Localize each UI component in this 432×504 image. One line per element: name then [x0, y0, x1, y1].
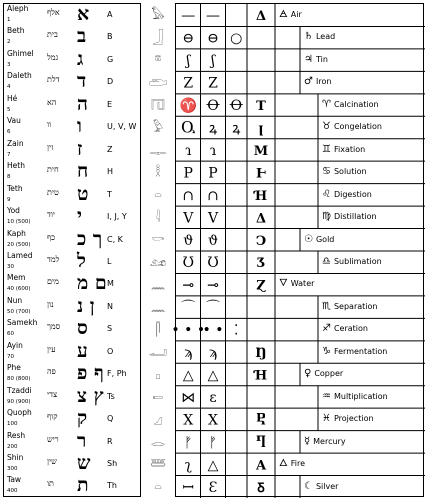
alchemical-label	[304, 31, 335, 43]
letter-value: 10 (500)	[7, 219, 31, 226]
symbol-glyph: —	[181, 8, 196, 25]
symbol-glyph: Ꝋ	[206, 98, 220, 115]
hieroglyph-icon: 𓈎	[153, 412, 163, 427]
symbol-glyph: ♈	[179, 98, 197, 115]
hebrew-letter-row	[4, 206, 140, 229]
symbol-glyph: ⁚	[234, 322, 239, 339]
alchemical-label-text: Congelation	[333, 122, 382, 132]
letter-value: 200	[7, 443, 18, 450]
latin-equivalent: Z	[107, 144, 113, 154]
hebrew-glyph: ג	[77, 47, 84, 70]
symbol-glyph: ⌒	[206, 300, 220, 317]
hebrew-glyph: ו	[77, 115, 82, 138]
alchemical-label-text: Ceration	[333, 324, 368, 334]
alchemical-label-text: Water	[290, 279, 315, 289]
alchemical-label	[304, 76, 331, 88]
hebrew-glyph: ץ צ	[77, 384, 104, 407]
letter-name: Ayin	[7, 340, 23, 350]
symbol-glyph: Ͱ	[255, 166, 267, 182]
alchemical-symbols-table	[171, 3, 424, 497]
letter-value: 9	[7, 196, 11, 203]
letter-name: Samekh	[7, 318, 38, 328]
hebrew-word: למד	[47, 254, 60, 264]
alchemical-symbol-icon: ♍	[322, 211, 331, 223]
latin-equivalent: S	[107, 324, 113, 334]
symbol-glyph: ⊖	[207, 30, 219, 47]
alchemical-label-text: Silver	[315, 481, 339, 491]
hebrew-word: כף	[47, 232, 56, 242]
letter-value: 70	[7, 353, 14, 360]
hebrew-letter-row	[4, 341, 140, 364]
symbol-glyph: ᚠ	[208, 434, 218, 451]
hieroglyph-icon: 𓊃	[149, 142, 167, 157]
hieroglyph-icon: 𓎼	[154, 53, 162, 68]
letter-name: Mem	[7, 273, 26, 283]
latin-equivalent: G	[107, 54, 114, 64]
hebrew-word: אלף	[47, 8, 60, 17]
alchemical-label	[322, 144, 365, 156]
hebrew-word: חית	[47, 165, 59, 175]
alchemical-label	[304, 481, 338, 493]
hebrew-glyph: ע	[77, 339, 88, 362]
symbol-glyph: △	[182, 367, 194, 384]
symbol-glyph: ꞁ	[258, 121, 264, 137]
hebrew-glyph: ש	[77, 452, 91, 474]
alchemical-symbol-icon: ♊	[322, 143, 331, 155]
alchemical-label-text: Fermentation	[333, 346, 388, 356]
symbol-glyph: P	[208, 165, 218, 182]
letter-value: 8	[7, 174, 11, 181]
letter-value: 40 (600)	[7, 286, 31, 293]
latin-equivalent: C, K	[107, 234, 123, 244]
symbol-glyph: ∩	[207, 187, 219, 204]
hebrew-glyph: ה	[77, 92, 88, 115]
latin-equivalent: Ts	[107, 391, 115, 401]
symbol-glyph: M	[253, 143, 269, 159]
alchemical-symbol-icon: ♋	[322, 166, 331, 178]
hebrew-glyph: ל	[77, 249, 86, 272]
symbol-glyph: Ⴄ	[255, 435, 267, 451]
letter-value: 7	[7, 151, 11, 158]
hebrew-word: זין	[47, 142, 54, 152]
letter-name: Hé	[7, 93, 18, 103]
symbol-glyph: V	[183, 210, 194, 227]
letter-value: 100	[7, 421, 18, 428]
alchemical-label	[322, 121, 382, 133]
letter-name: Taw	[7, 475, 22, 485]
letter-name: Aleph	[7, 4, 29, 13]
latin-equivalent: M	[107, 279, 114, 289]
alchemical-label	[304, 368, 343, 380]
letter-name: Zain	[7, 138, 24, 148]
alchemical-symbol-icon: ☿	[304, 435, 311, 447]
symbol-glyph: ꟷ	[182, 479, 194, 496]
alchemical-label-text: Gold	[315, 234, 335, 244]
symbol-glyph: Ɀ	[256, 278, 266, 294]
hebrew-word: טית	[47, 187, 59, 197]
alchemical-label-text: Copper	[314, 369, 344, 379]
hebrew-glyph: א	[77, 3, 90, 25]
latin-equivalent: U, V, W	[107, 122, 137, 132]
alchemical-label	[322, 256, 382, 268]
hieroglyph-icon: 𓏏	[154, 479, 162, 494]
alchemical-symbol-icon: ☉	[304, 233, 313, 245]
alchemical-symbol-icon: 🜁	[279, 9, 288, 20]
symbol-glyph: ʅ	[184, 457, 192, 474]
symbol-glyph: ∩	[182, 187, 195, 204]
latin-equivalent: D	[107, 77, 114, 87]
alchemical-label	[304, 436, 346, 448]
hebrew-glyph: ך כ	[77, 227, 103, 250]
letter-name: Yod	[7, 206, 20, 216]
hebrew-word: מים	[47, 277, 59, 287]
hebrew-letter-row	[4, 116, 140, 139]
symbol-glyph: ɿ	[209, 142, 217, 159]
hebrew-letter-row	[4, 273, 140, 296]
hieroglyph-icon: 𓎡	[151, 232, 165, 247]
hebrew-word: נון	[47, 299, 54, 309]
alchemical-label	[322, 301, 377, 313]
alchemical-symbol-icon: ♑	[322, 345, 331, 357]
symbol-glyph: Ʒ	[256, 256, 266, 272]
hebrew-word: צדי	[47, 389, 58, 399]
letter-name: Beth	[7, 26, 25, 36]
alchemical-label-text: Lead	[315, 32, 336, 42]
symbol-glyph: ⋈	[181, 389, 196, 406]
latin-equivalent: A	[107, 10, 113, 19]
letter-name: Resh	[7, 430, 26, 440]
latin-equivalent: Q	[107, 414, 114, 424]
symbol-glyph: Ɛ	[208, 479, 218, 496]
letter-value: 6	[7, 129, 11, 136]
letter-value: 400	[7, 488, 18, 495]
hebrew-word: גמל	[47, 52, 59, 62]
alchemical-symbol-icon: 🜄	[279, 278, 288, 290]
letter-value: 80 (800)	[7, 376, 31, 383]
alchemical-label	[322, 391, 388, 403]
letter-name: Lamed	[7, 250, 33, 260]
alchemical-label-text: Calcination	[333, 99, 379, 109]
symbol-glyph: Δ	[255, 9, 267, 25]
symbol-glyph: ϡ	[184, 345, 193, 362]
hebrew-word: סמך	[47, 322, 61, 332]
hebrew-letter-row	[4, 318, 140, 341]
symbol-glyph: ɛ	[209, 389, 217, 406]
latin-equivalent: L	[107, 256, 112, 266]
hebrew-glyph: ז	[77, 137, 83, 160]
alchemical-label	[279, 278, 314, 290]
letter-value: 2	[7, 39, 11, 46]
alchemical-symbol-icon: ♂	[304, 76, 313, 88]
hebrew-glyph: ט	[77, 182, 89, 205]
alchemical-label-text: Iron	[315, 77, 332, 87]
alchemical-label	[279, 458, 305, 470]
alchemical-symbol-icon: ♃	[304, 53, 313, 65]
hebrew-glyph: ס	[77, 317, 88, 340]
letter-name: Shin	[7, 453, 24, 462]
hebrew-letter-row	[4, 386, 140, 409]
alchemical-symbol-icon: ♈	[322, 98, 331, 110]
symbol-glyph: P	[183, 165, 193, 182]
symbol-glyph: ɿ	[185, 142, 192, 159]
hebrew-glyph: ף פ	[77, 362, 104, 385]
alchemical-symbol-icon: 🜂	[279, 458, 288, 470]
hebrew-letter-row	[4, 161, 140, 184]
hebrew-letter-row	[4, 408, 140, 431]
alchemical-label	[322, 413, 374, 425]
symbol-glyph: ⊸	[182, 277, 195, 294]
hebrew-glyph: ת	[77, 474, 89, 497]
hieroglyph-icon: 𓆷	[150, 457, 166, 472]
symbol-glyph: ○	[230, 30, 243, 47]
hebrew-letter-row	[4, 229, 140, 252]
latin-equivalent: B	[107, 32, 113, 42]
hebrew-alphabet-table	[3, 3, 141, 497]
letter-name: Kaph	[7, 228, 26, 238]
letter-value: 90 (900)	[7, 398, 31, 405]
letter-name: Phe	[7, 363, 21, 373]
hebrew-word: תו	[47, 479, 54, 489]
alchemical-label-text: Air	[290, 10, 302, 19]
symbol-glyph: ꝝ	[208, 120, 218, 137]
symbol-glyph: Ↄ	[255, 233, 267, 249]
alchemical-symbol-icon: ♀	[304, 368, 312, 380]
hebrew-word: יוד	[47, 210, 55, 220]
alchemical-label-text: Sublimation	[333, 257, 382, 266]
hebrew-glyph: י	[77, 205, 82, 228]
symbol-glyph: ϡ	[208, 345, 218, 362]
hebrew-word: קוף	[47, 412, 58, 422]
symbol-glyph: ꝝ	[232, 120, 241, 137]
symbol-glyph: Z	[208, 75, 218, 92]
alchemical-label-text: Multiplication	[333, 391, 388, 401]
hebrew-letter-row	[4, 4, 140, 27]
hebrew-word: וו	[47, 120, 52, 130]
hieroglyph-icon: 𓈖	[150, 300, 166, 315]
hieroglyph-icon: 𓎛	[155, 165, 161, 180]
alchemical-label	[279, 9, 302, 21]
symbol-glyph: Ʊ	[182, 255, 195, 272]
alchemical-label-text: Fire	[290, 459, 306, 469]
alchemical-label-text: Tin	[315, 54, 328, 64]
alchemical-label	[322, 166, 367, 178]
hebrew-glyph: ב	[77, 25, 87, 48]
alchemical-symbol-icon: ♒	[322, 390, 331, 402]
hebrew-letter-row	[4, 49, 140, 72]
hieroglyph-icon: 𓈖	[150, 277, 166, 292]
symbol-glyph: Ŋ	[255, 346, 267, 362]
symbol-glyph: Ʊ	[207, 255, 219, 272]
hebrew-letter-row	[4, 475, 140, 498]
alchemical-label-text: Digestion	[333, 189, 372, 199]
hebrew-letter-row	[4, 184, 140, 207]
symbol-glyph: Ɦ	[254, 188, 268, 204]
letter-value: 4	[7, 84, 11, 91]
letter-name: Quoph	[7, 408, 32, 418]
hieroglyph-icon: 𓂋	[150, 434, 166, 449]
hebrew-glyph: ר	[77, 429, 87, 452]
alchemical-label-text: Projection	[333, 414, 374, 424]
alchemical-label	[322, 346, 387, 358]
letter-value: 300	[7, 466, 18, 472]
symbol-glyph: △	[207, 367, 219, 384]
hebrew-glyph: ק	[77, 407, 88, 430]
symbol-glyph: Ⴒ	[256, 413, 266, 429]
latin-equivalent: T	[107, 189, 112, 199]
letter-name: Tzaddi	[7, 385, 32, 395]
alchemical-label-text: Distillation	[333, 212, 377, 222]
letter-value: 50 (700)	[7, 308, 31, 315]
latin-equivalent: H	[107, 167, 114, 177]
alchemical-label-text: Separation	[333, 301, 378, 311]
hieroglyph-icon: 𓃀	[152, 30, 164, 45]
hebrew-letter-row	[4, 26, 140, 49]
letter-name: Teth	[7, 183, 23, 193]
hebrew-glyph: ד	[77, 70, 87, 93]
symbol-glyph: △	[207, 457, 219, 474]
hebrew-letter-row	[4, 251, 140, 274]
letter-value: 1	[7, 17, 11, 23]
symbol-glyph: Z	[183, 75, 194, 92]
latin-equivalent: F, Ph	[107, 369, 127, 379]
alchemical-label	[322, 99, 379, 111]
hebrew-word: בית	[47, 30, 58, 40]
symbol-glyph: • • •	[171, 322, 206, 339]
latin-equivalent: N	[107, 301, 113, 311]
letter-value: 20 (500)	[7, 241, 31, 248]
symbol-glyph: Ᵹ	[257, 480, 265, 496]
hebrew-word: פה	[47, 367, 56, 377]
hebrew-word: הא	[47, 97, 57, 107]
symbol-glyph: ϑ	[207, 232, 219, 249]
hebrew-letter-row	[4, 71, 140, 94]
letter-value: 5	[7, 106, 11, 113]
alchemical-symbol-icon: ♐	[322, 323, 331, 335]
hebrew-letter-row	[4, 94, 140, 117]
letter-value: 30	[7, 263, 14, 270]
hieroglyph-icon: 𓅃	[151, 8, 165, 23]
hebrew-letter-row	[4, 363, 140, 386]
hieroglyph-icon: 𓉔	[151, 98, 165, 113]
hebrew-word: ריש	[47, 434, 59, 444]
hieroglyph-icon: 𓂧	[148, 75, 168, 90]
hieroglyph-column	[143, 3, 175, 497]
alchemical-label-text: Mercury	[313, 436, 346, 446]
letter-value: 3	[7, 61, 11, 68]
alchemical-label-text: Fixation	[333, 144, 366, 154]
symbol-glyph: • •	[202, 322, 224, 339]
hieroglyph-icon: 𓂝	[148, 345, 168, 360]
hebrew-glyph: ם מ	[77, 272, 107, 295]
latin-equivalent: I, J, Y	[107, 212, 127, 222]
alchemical-symbol-icon: ☾	[304, 480, 313, 492]
letter-name: Daleth	[7, 71, 32, 81]
symbol-glyph: ϑ	[183, 232, 194, 249]
symbol-glyph: Ⴓ	[181, 120, 196, 137]
hieroglyph-icon: 𓏏	[154, 187, 162, 202]
alchemical-label	[304, 234, 334, 246]
symbol-glyph: Ꝋ	[229, 98, 243, 115]
hebrew-glyph: ן נ	[77, 294, 95, 317]
symbol-glyph: ⊖	[182, 30, 195, 47]
letter-name: Nun	[7, 295, 23, 305]
hebrew-word: עין	[47, 344, 56, 354]
hebrew-letter-row	[4, 431, 140, 454]
hieroglyph-icon: 𓍿	[152, 389, 164, 404]
symbol-glyph: ᚠ	[184, 434, 193, 451]
hebrew-letter-row	[4, 139, 140, 162]
symbol-glyph: Δ	[255, 211, 267, 227]
alchemical-label	[304, 54, 328, 66]
symbol-glyph: —	[206, 8, 220, 25]
alchemical-symbol-icon: ♓	[322, 413, 331, 425]
symbol-glyph: T	[256, 99, 266, 115]
hebrew-letter-row	[4, 453, 140, 476]
alchemical-symbol-icon: ♉	[322, 121, 331, 133]
alchemical-symbol-icon: ♄	[304, 31, 313, 43]
symbol-grid	[171, 4, 425, 498]
letter-name: Vau	[7, 116, 21, 126]
symbol-glyph: ʃ	[211, 53, 215, 70]
alchemical-label-text: Solution	[333, 167, 367, 177]
hieroglyph-icon: 𓊪	[155, 367, 161, 382]
latin-equivalent: Sh	[107, 459, 118, 468]
symbol-glyph: Ⅹ	[183, 412, 194, 429]
hebrew-glyph: ח	[77, 160, 89, 183]
alchemical-symbol-icon: ♏	[322, 300, 331, 312]
symbol-glyph: X	[208, 412, 218, 429]
hebrew-word: שין	[47, 457, 57, 466]
symbol-glyph: Ɦ	[254, 368, 268, 384]
symbol-glyph: A	[255, 458, 267, 474]
alchemical-symbol-icon: ♌	[322, 188, 331, 200]
symbol-glyph: ⊸	[207, 277, 219, 294]
hieroglyph-icon: 𓇋	[155, 210, 161, 225]
latin-equivalent: O	[107, 346, 114, 356]
hebrew-word: דלת	[47, 75, 60, 85]
alchemical-label	[322, 189, 372, 201]
hebrew-letter-row	[4, 296, 140, 319]
latin-equivalent: R	[107, 436, 113, 446]
letter-name: Ghimel	[7, 48, 34, 58]
symbol-glyph: ⌒	[181, 300, 196, 317]
symbol-glyph: V	[207, 210, 219, 227]
letter-name: Heth	[7, 161, 25, 171]
letter-value: 60	[7, 331, 14, 338]
hieroglyph-icon: 𓋴	[155, 322, 161, 337]
latin-equivalent: Th	[107, 481, 117, 491]
alchemical-label	[322, 211, 377, 223]
symbol-glyph: ʃ	[186, 53, 191, 70]
hieroglyph-icon: 𓅱	[152, 120, 164, 135]
hieroglyph-icon: 𓃭	[149, 255, 167, 270]
alchemical-label	[322, 323, 368, 335]
latin-equivalent: E	[107, 99, 113, 109]
alchemical-symbol-icon: ♎	[322, 256, 331, 267]
